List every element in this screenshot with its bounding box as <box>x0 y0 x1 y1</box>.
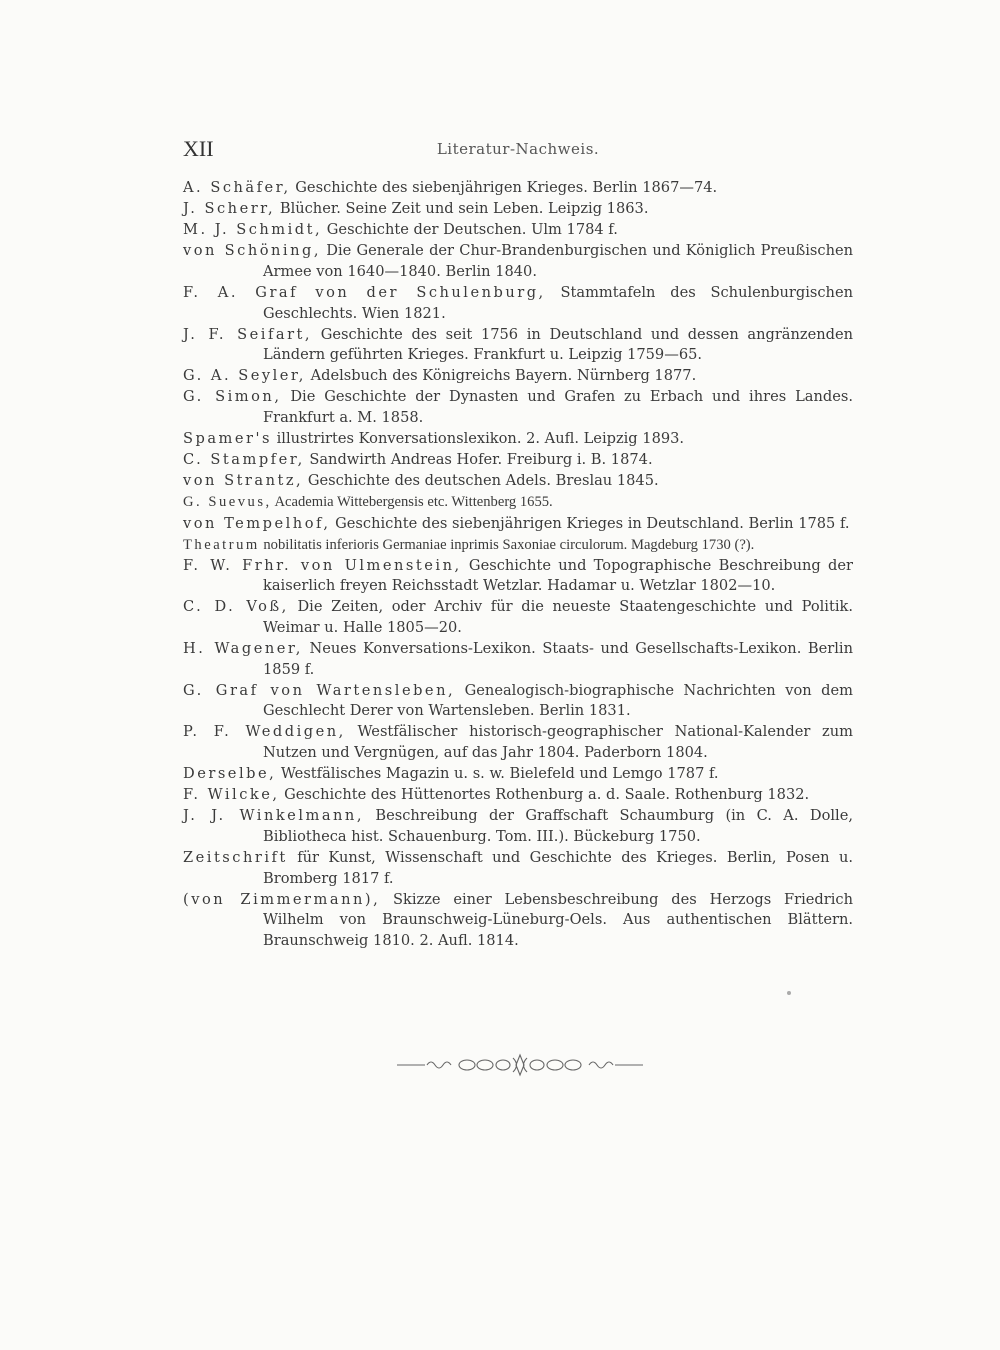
entry-text: Geschichte der Deutschen. Ulm 1784 f. <box>322 221 618 239</box>
bibliography-entry <box>183 597 853 638</box>
bibliography-entry <box>183 535 853 556</box>
bibliography-entry <box>183 722 853 763</box>
entry-author: G. A. Seyler, <box>183 367 306 385</box>
entry-author: A. Schäfer, <box>183 179 291 196</box>
bibliography-entry <box>183 450 853 471</box>
bibliography-entry <box>183 199 853 220</box>
entry-text: Skizze einer Lebensbeschreibung des Herzogs Friedrich Wilhelm von Braunschweig-Lüneburg-Oels. Aus authentischen Blättern. Braunschweig 1810. 2. Aufl. 1814. <box>263 890 853 949</box>
paper-speck <box>787 991 791 995</box>
entry-text: nobilitatis inferioris Germaniae inprimis Saxoniae circulorum. Magdeburg 1730 (?). <box>259 536 755 553</box>
entry-text: Academia Wittebergensis etc. Wittenberg 1655. <box>271 494 553 511</box>
entry-text: Neues Konversations-Lexikon. Staats- und Gesellschafts-Lexikon. Berlin 1859 f. <box>263 640 853 678</box>
bibliography-entry <box>183 283 853 324</box>
entry-text: Die Geschichte der Dynasten und Grafen zu Erbach und ihres Landes. Frankfurt a. M. 1858. <box>263 388 853 427</box>
entry-text: für Kunst, Wissenschaft und Geschichte des Krieges. Berlin, Posen u. Bromberg 1817 f. <box>263 849 853 887</box>
bibliography-entry <box>183 492 853 513</box>
entry-author: von Tempelhof, <box>183 514 331 532</box>
entry-author: F. W. Frhr. von Ulmenstein, <box>183 556 462 574</box>
bibliography-entry <box>183 429 853 450</box>
entry-author: M. J. Schmidt, <box>183 221 323 239</box>
entry-author: H. Wagener, <box>183 640 303 658</box>
bibliography-entry <box>183 514 853 535</box>
entry-author: G. Graf von Wartensleben, <box>183 681 456 699</box>
bibliography-list <box>183 178 853 952</box>
entry-author: J. Scherr, <box>183 200 276 218</box>
bibliography-entry <box>183 387 853 428</box>
entry-author: C. Stampfer, <box>183 451 305 469</box>
entry-author: C. D. Voß, <box>183 598 289 616</box>
page-number: XII <box>183 136 214 161</box>
entry-text: Genealogisch-biographische Nachrichten von dem Geschlecht Derer von Wartensleben. Berlin 1831. <box>263 681 853 720</box>
bibliography-entry <box>183 890 853 952</box>
bibliography-entry <box>183 848 853 889</box>
entry-text: Die Generale der Chur-Brandenburgischen und Königlich Preußischen Armee von 1640—1840. Berlin 1840. <box>263 242 854 280</box>
entry-author: G. Suevus, <box>183 494 272 511</box>
bibliography-entry <box>183 681 853 722</box>
entry-author: von Strantz, <box>183 472 304 490</box>
entry-author: J. J. Winkelmann, <box>183 807 364 825</box>
entry-author: Spamer's <box>183 430 272 448</box>
entry-author: Zeitschrift <box>183 849 288 866</box>
entry-text: Beschreibung der Graffschaft Schaumburg (in C. A. Dolle, Bibliotheca hist. Schauenburg. Tom. III.). Bückeburg 1750. <box>263 807 853 845</box>
entry-author: F. Wilcke, <box>183 786 280 804</box>
bibliography-entry <box>183 178 853 199</box>
entry-text: Sandwirth Andreas Hofer. Freiburg i. B. 1874. <box>304 451 653 469</box>
entry-text: Geschichte des seit 1756 in Deutschland und dessen angränzenden Ländern geführten Krieges. Frankfurt u. Leipzig 1759—65. <box>263 325 853 364</box>
entry-text: Geschichte des siebenjährigen Krieges in Deutschland. Berlin 1785 f. <box>330 514 850 532</box>
entry-author: G. Simon, <box>183 388 282 406</box>
entry-author: F. A. Graf von der Schulenburg, <box>183 283 546 301</box>
running-title: Literatur-Nachweis. <box>436 140 600 158</box>
entry-text: Geschichte und Topographische Beschreibung der kaiserlich freyen Reichsstadt Wetzlar. Hadamar u. Wetzlar 1802—10. <box>263 556 853 595</box>
entry-author: P. F. Weddigen, <box>183 723 346 741</box>
bibliography-entry <box>183 639 853 680</box>
entry-author: Theatrum <box>183 536 260 553</box>
entry-author: (von Zimmermann), <box>183 890 381 908</box>
entry-text: Stammtafeln des Schulenburgischen Geschlechts. Wien 1821. <box>263 283 853 322</box>
entry-text: Die Zeiten, oder Archiv für die neueste Staatengeschichte und Politik. Weimar u. Halle 1805—20. <box>263 598 853 636</box>
entry-author: J. F. Seifart, <box>183 325 313 343</box>
page-header <box>183 136 853 166</box>
bibliography-entry <box>183 764 853 785</box>
entry-text: Geschichte des Hüttenortes Rothenburg a. d. Saale. Rothenburg 1832. <box>279 786 810 804</box>
entry-text: illustrirtes Konversationslexikon. 2. Aufl. Leipzig 1893. <box>272 430 685 448</box>
bibliography-entry <box>183 366 853 387</box>
bibliography-entry <box>183 220 853 241</box>
entry-text: Blücher. Seine Zeit und sein Leben. Leipzig 1863. <box>275 200 649 218</box>
bibliography-entry <box>183 785 853 806</box>
entry-author: Derselbe, <box>183 765 277 783</box>
entry-text: Geschichte des deutschen Adels. Breslau 1845. <box>303 472 659 490</box>
entry-text: Geschichte des siebenjährigen Krieges. Berlin 1867—74. <box>290 179 718 196</box>
bibliography-entry <box>183 556 853 597</box>
entry-text: Adelsbuch des Königreichs Bayern. Nürnberg 1877. <box>305 367 697 385</box>
bibliography-entry <box>183 471 853 492</box>
ornament-divider-icon <box>395 1052 645 1078</box>
bibliography-entry <box>183 806 853 847</box>
entry-author: von Schöning, <box>183 242 321 260</box>
entry-text: Westfälischer historisch-geographischer National-Kalender zum Nutzen und Vergnügen, auf das Jahr 1804. Paderborn 1804. <box>263 723 853 762</box>
bibliography-entry <box>183 241 853 282</box>
bibliography-entry <box>183 325 853 366</box>
entry-text: Westfälisches Magazin u. s. w. Bielefeld und Lemgo 1787 f. <box>276 765 719 783</box>
